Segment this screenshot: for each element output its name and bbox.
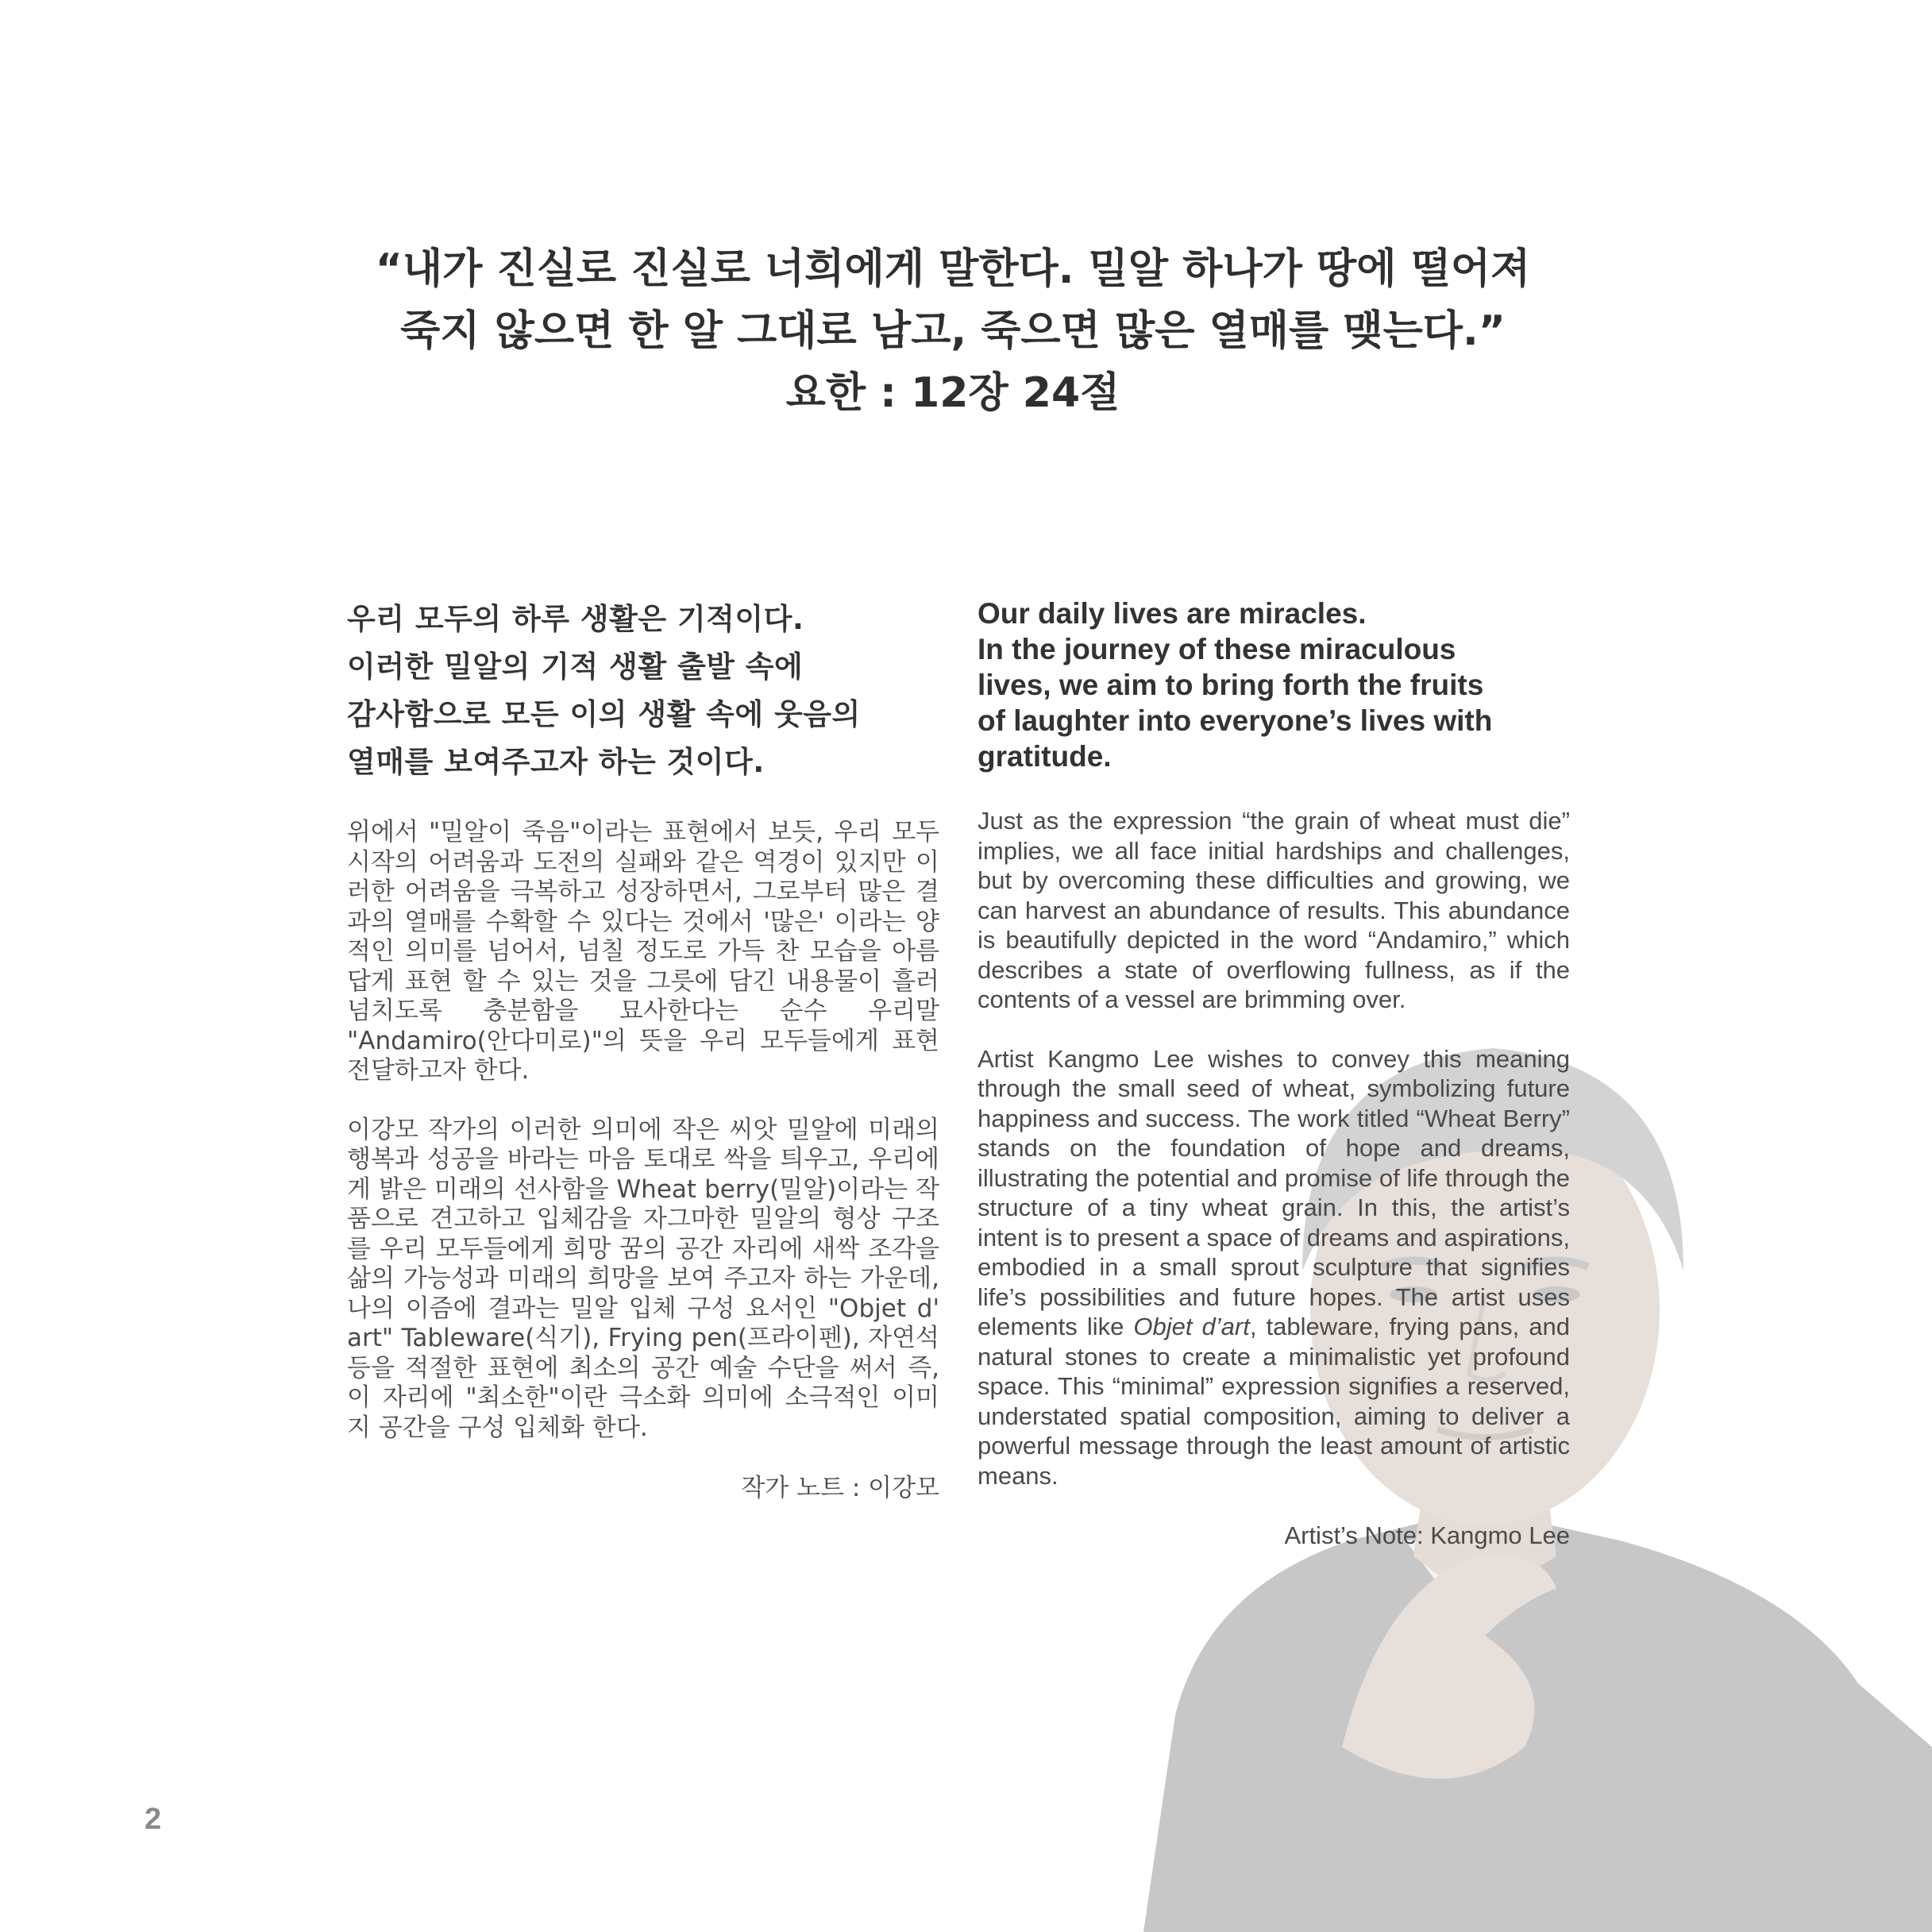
english-paragraph-2-part-1: Artist Kangmo Lee wishes to convey this meaning through the small seed of wheat, symbolizing future happiness and success. The work titled “Wheat Berry” stands on the foundation of hope and dreams, illustrating the potential and promise of life through the structure of a tiny wheat grain. In this, the artist’s intent is to present a space of dreams and aspirations, embodied in a small sprout sculpture that signifies life’s possibilities and future hopes. The artist uses elements like	[978, 1044, 1570, 1340]
quote-source: 요한 : 12장 24절	[785, 369, 1120, 417]
english-headline	[978, 596, 1570, 774]
korean-column	[347, 596, 939, 1504]
korean-headline	[347, 596, 939, 786]
korean-paragraph-1: 위에서 "밀알이 죽음"이라는 표현에서 보듯, 우리 모두 시작의 어려움과 도전의 실패와 같은 역경이 있지만 이러한 어려움을 극복하고 성장하면서, 그로부터 많은 결과의 열매를 수확할 수 있다는 것에서 '많은' 이라는 양적인 의미를 넘어서, 넘칠 정도로 가득 찬 모습을 아름답게 표현 할 수 있는 것을 그릇에 담긴 내용물이 흘러넘치도록 충분함을 묘사한다는 순수 우리말 "Andamiro(안다미로)"의 뜻을 우리 모두들에게 표현 전달하고자 한다.	[347, 818, 939, 1085]
scripture-quote	[238, 238, 1668, 424]
quote-line-1: “내가 진실로 진실로 너희에게 말한다. 밀알 하나가 땅에 떨어져	[375, 245, 1531, 293]
english-headline-line: In the journey of these miraculous	[978, 633, 1456, 665]
english-paragraph-2-part-2: , tableware, frying pans, and natural stones to create a minimalistic yet profound space. This “minimal” expression signifies a reserved, understated spatial composition, aiming to deliver a powerful message through the least amount of artistic means.	[978, 1313, 1571, 1490]
korean-headline-line: 우리 모두의 하루 생활은 기적이다.	[347, 602, 804, 636]
english-signature: Artist’s Note: Kangmo Lee	[1284, 1521, 1570, 1549]
page-number: 2	[145, 1803, 162, 1836]
english-paragraph-2	[978, 1044, 1570, 1491]
korean-signature: 작가 노트 : 이강모	[741, 1474, 939, 1502]
english-paragraph-2-italic: Objet d’art	[1133, 1313, 1250, 1340]
english-headline-line: of laughter into everyone’s lives with	[978, 704, 1493, 737]
korean-headline-line: 열매를 보여주고자 하는 것이다.	[347, 745, 765, 779]
english-headline-line: Our daily lives are miracles.	[978, 597, 1367, 630]
english-paragraph-1: Just as the expression “the grain of wheat must die” implies, we all face initial hardships and challenges, but by overcoming these difficulties and growing, we can harvest an abundance of results. This abundance is beautifully depicted in the word “Andamiro,” which describes a state of overflowing fullness, as if the contents of a vessel are brimming over.	[978, 807, 1570, 1013]
english-headline-line: lives, we aim to bring forth the fruits	[978, 669, 1484, 701]
english-headline-line: gratitude.	[978, 740, 1112, 773]
english-column	[978, 596, 1570, 1552]
korean-headline-line: 감사함으로 모든 이의 생활 속에 웃음의	[347, 697, 861, 731]
quote-line-2: 죽지 않으면 한 알 그대로 남고, 죽으면 많은 열매를 맺는다.”	[400, 307, 1506, 355]
korean-paragraph-2: 이강모 작가의 이러한 의미에 작은 씨앗 밀알에 미래의 행복과 성공을 바라는 마음 토대로 싹을 틔우고, 우리에게 밝은 미래의 선사함을 Wheat berry(밀알)이라는 작품으로 견고하고 입체감을 자그마한 밀알의 형상 구조를 우리 모두들에게 희망 꿈의 공간 자리에 새싹 조각을 삶의 가능성과 미래의 희망을 보여 주고자 하는 가운데, 나의 이즘에 결과는 밀알 입체 구성 요서인 "Objet d' art" Tableware(식기), Frying pen(프라이펜), 자연석 등을 적절한 표현에 최소의 공간 예술 수단을 써서 즉, 이 자리에 "최소한"이란 극소화 의미에 소극적인 이미지 공간을 구성 입체화 한다.	[347, 1115, 939, 1442]
korean-headline-line: 이러한 밀알의 기적 생활 출발 속에	[347, 650, 804, 684]
